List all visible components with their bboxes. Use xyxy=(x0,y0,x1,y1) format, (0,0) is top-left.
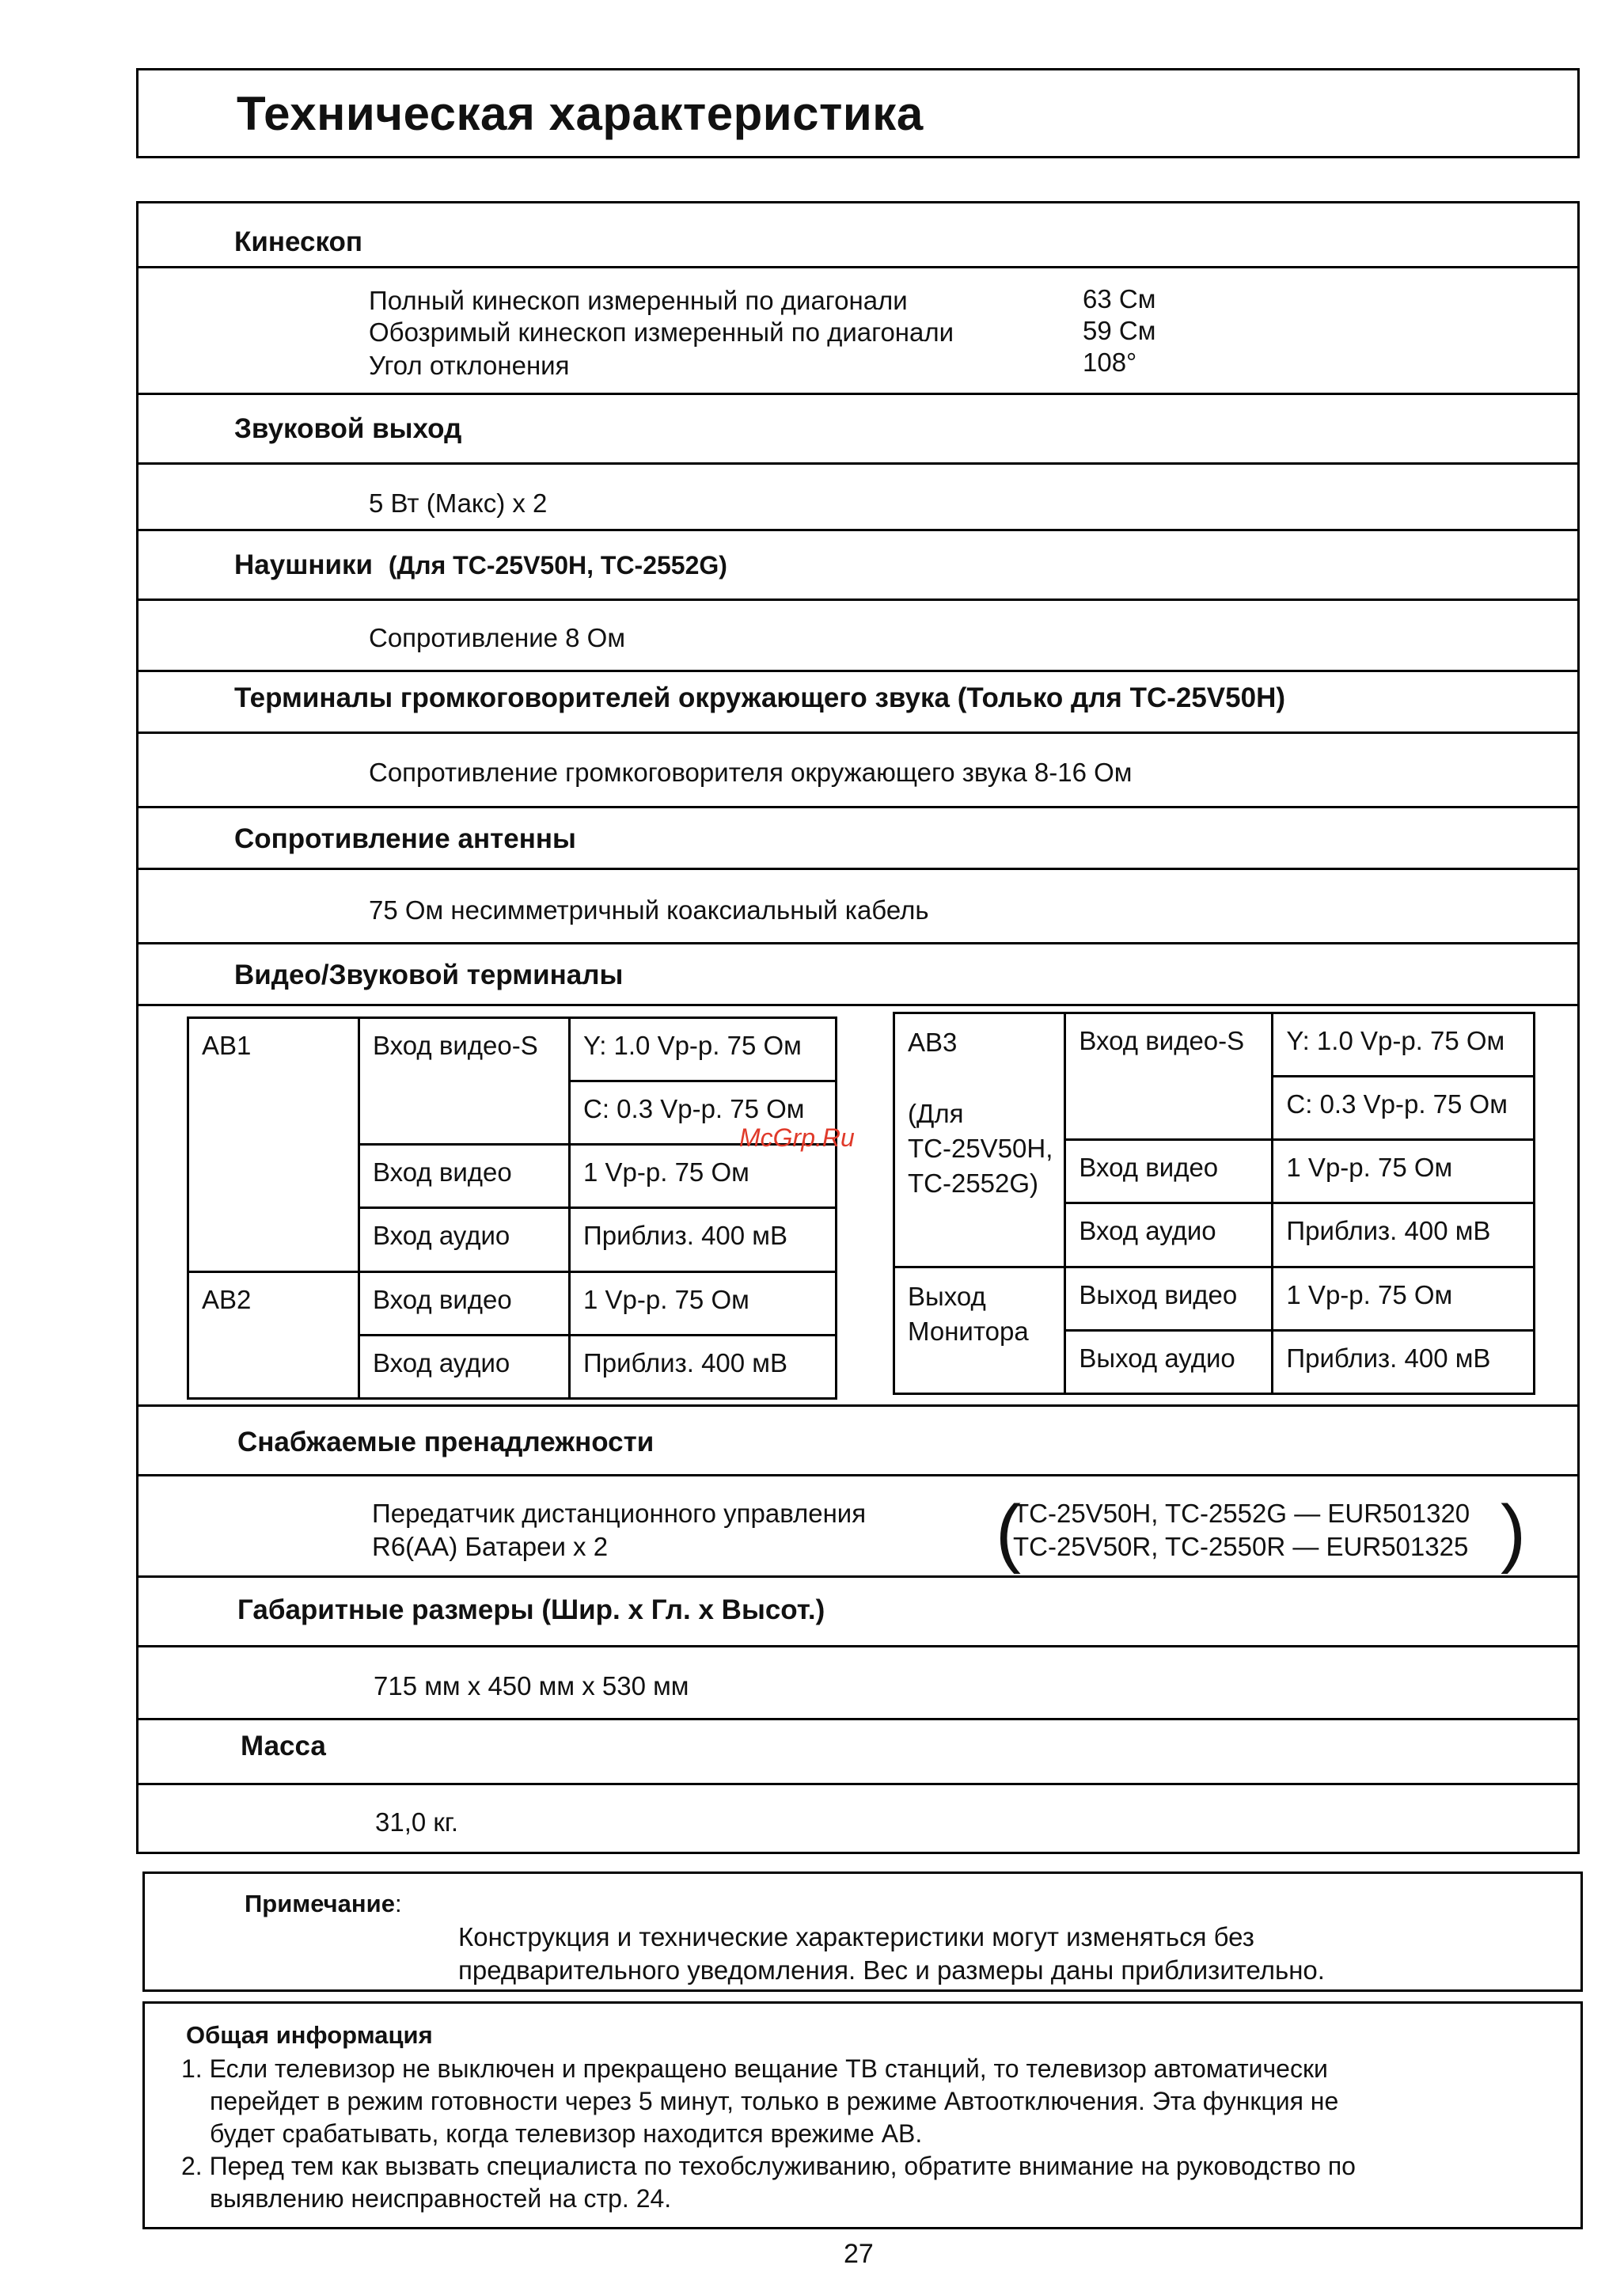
av3-note: (Для xyxy=(908,1099,964,1128)
monitor-cell xyxy=(894,1267,1065,1393)
divider xyxy=(136,462,1580,465)
av3-note: TC-2552G) xyxy=(908,1168,1039,1198)
surround-value: Сопротивление громкоговорителя окружающего звука 8-16 Ом xyxy=(369,758,1133,787)
kinescope-row-label: Угол отклонения xyxy=(369,351,570,380)
divider xyxy=(136,732,1580,734)
divider xyxy=(136,670,1580,672)
title-box xyxy=(136,68,1580,158)
av1-label: AB1 xyxy=(202,1031,252,1060)
antenna-value: 75 Ом несимметричный коаксиальный кабель xyxy=(369,895,929,925)
monitor-audio-label: Выход аудио xyxy=(1065,1330,1273,1393)
av-right-table xyxy=(893,1012,1535,1395)
kinescope-row-label: Обозримый кинескоп измеренный по диагонали xyxy=(369,317,954,347)
divider xyxy=(136,1404,1580,1407)
accessory-models xyxy=(996,1490,1526,1575)
divider xyxy=(136,1783,1580,1785)
kinescope-row-value: 59 См xyxy=(1083,316,1156,345)
general-heading: Общая информация xyxy=(186,2021,433,2049)
divider xyxy=(136,806,1580,808)
divider xyxy=(136,1474,1580,1476)
note-title: Примечание xyxy=(245,1890,395,1917)
av-terminals-heading: Видео/Звуковой терминалы xyxy=(234,960,624,990)
left-paren-icon: ( xyxy=(996,1490,1021,1575)
divider xyxy=(136,1645,1580,1647)
antenna-heading: Сопротивление антенны xyxy=(234,823,576,854)
dimensions-heading: Габаритные размеры (Шир. x Гл. x Высот.) xyxy=(237,1594,825,1625)
av1-svideo-label: Вход видео-S xyxy=(359,1018,570,1145)
general-item-line: будет срабатывать, когда телевизор находится врежиме АВ. xyxy=(210,2119,923,2148)
av2-audio-label: Вход аудио xyxy=(359,1335,570,1398)
general-item-line: выявлению неисправностей на стр. 24. xyxy=(210,2184,672,2213)
divider xyxy=(136,868,1580,870)
general-item-line: 2. Перед тем как вызвать специалиста по техобслуживанию, обратите внимание на руководство по xyxy=(181,2152,1356,2180)
av1-video-label: Вход видео xyxy=(359,1145,570,1208)
av3-svideo-label: Вход видео-S xyxy=(1065,1013,1273,1140)
av2-audio-value: Приблиз. 400 мВ xyxy=(570,1335,837,1398)
kinescope-row-label: Полный кинескоп измеренный по диагонали xyxy=(369,286,908,315)
av3-video-label: Вход видео xyxy=(1065,1140,1273,1203)
av3-video-value: 1 Vp-p. 75 Ом xyxy=(1273,1140,1535,1203)
headphones-models: (Для ТС-25V50H, TC-2552G) xyxy=(388,551,727,580)
divider xyxy=(136,1718,1580,1720)
av2-label: AB2 xyxy=(202,1284,252,1314)
av3-audio-label: Вход аудио xyxy=(1065,1203,1273,1267)
monitor-video-value: 1 Vp-p. 75 Ом xyxy=(1273,1267,1535,1330)
monitor-label: Выход xyxy=(908,1281,986,1311)
surround-heading: Терминалы громкоговорителей окружающего звука (Только для ТС-25V50H) xyxy=(234,682,1286,713)
av1-svideo-y: Y: 1.0 Vp-p. 75 Ом xyxy=(570,1018,837,1081)
note-line: Конструкция и технические характеристики могут изменяться без xyxy=(458,1922,1254,1951)
accessories-heading: Снабжаемые пренадлежности xyxy=(237,1427,655,1457)
note-label xyxy=(245,1890,402,1918)
general-item-line: перейдет в режим готовности через 5 минут, только в режиме Автоотключения. Эта функция не xyxy=(210,2087,1339,2115)
divider xyxy=(136,598,1580,601)
divider xyxy=(136,1004,1580,1006)
note-box xyxy=(142,1872,1583,1992)
accessory-item: R6(AA) Батареи x 2 xyxy=(372,1532,609,1561)
divider xyxy=(136,266,1580,268)
mass-heading: Масса xyxy=(241,1731,326,1761)
av1-svideo-c: C: 0.3 Vp-p. 75 Ом xyxy=(570,1081,837,1145)
av3-label: AB3 xyxy=(908,1028,958,1057)
av2-video-value: 1 Vp-p. 75 Ом xyxy=(570,1271,837,1335)
divider xyxy=(136,529,1580,531)
kinescope-row-value: 63 См xyxy=(1083,284,1156,314)
av-left-table xyxy=(187,1016,837,1400)
note-line: предварительного уведомления. Вес и размеры даны приблизительно. xyxy=(458,1955,1325,1985)
av3-cell xyxy=(894,1013,1065,1267)
av3-svideo-c: C: 0.3 Vp-p. 75 Ом xyxy=(1273,1077,1535,1140)
av1-video-value: 1 Vp-p. 75 Ом xyxy=(570,1145,837,1208)
accessory-model: TC-25V50R, TC-2550R — EUR501325 xyxy=(1013,1532,1469,1561)
kinescope-row-value: 108° xyxy=(1083,348,1137,377)
general-info-box xyxy=(142,2001,1583,2229)
av2-video-label: Вход видео xyxy=(359,1271,570,1335)
note-colon: : xyxy=(394,1890,402,1917)
headphones-title: Наушники xyxy=(234,549,374,580)
av3-note: TC-25V50H, xyxy=(908,1134,1053,1163)
sound-output-heading: Звуковой выход xyxy=(234,413,462,444)
right-paren-icon: ) xyxy=(1501,1490,1526,1575)
watermark: McGrp.Ru xyxy=(739,1123,855,1152)
mass-value: 31,0 кг. xyxy=(375,1807,459,1837)
monitor-label: Монитора xyxy=(908,1316,1029,1346)
general-item-line: 1. Если телевизор не выключен и прекращено вещание ТВ станций, то телевизор автоматически xyxy=(181,2054,1328,2083)
av1-cell xyxy=(188,1018,359,1272)
sound-output-value: 5 Вт (Макс) x 2 xyxy=(369,488,548,518)
headphones-heading xyxy=(234,549,727,581)
av1-audio-value: Приблиз. 400 мВ xyxy=(570,1208,837,1271)
divider xyxy=(136,393,1580,395)
dimensions-value: 715 мм x 450 мм x 530 мм xyxy=(374,1671,689,1700)
headphones-value: Сопротивление 8 Ом xyxy=(369,623,626,652)
monitor-video-label: Выход видео xyxy=(1065,1267,1273,1330)
av1-audio-label: Вход аудио xyxy=(359,1208,570,1271)
kinescope-heading: Кинескоп xyxy=(234,226,363,257)
page-number: 27 xyxy=(844,2239,874,2269)
av3-svideo-y: Y: 1.0 Vp-p. 75 Ом xyxy=(1273,1013,1535,1077)
divider xyxy=(136,942,1580,944)
accessory-item: Передатчик дистанционного управления xyxy=(372,1499,867,1528)
av3-audio-value: Приблиз. 400 мВ xyxy=(1273,1203,1535,1267)
page-title: Техническая характеристика xyxy=(237,87,924,140)
divider xyxy=(136,1575,1580,1578)
av2-cell xyxy=(188,1271,359,1398)
monitor-audio-value: Приблиз. 400 мВ xyxy=(1273,1330,1535,1393)
accessory-model: TC-25V50H, TC-2552G — EUR501320 xyxy=(1013,1499,1470,1528)
general-item-1 xyxy=(181,2053,1356,2215)
